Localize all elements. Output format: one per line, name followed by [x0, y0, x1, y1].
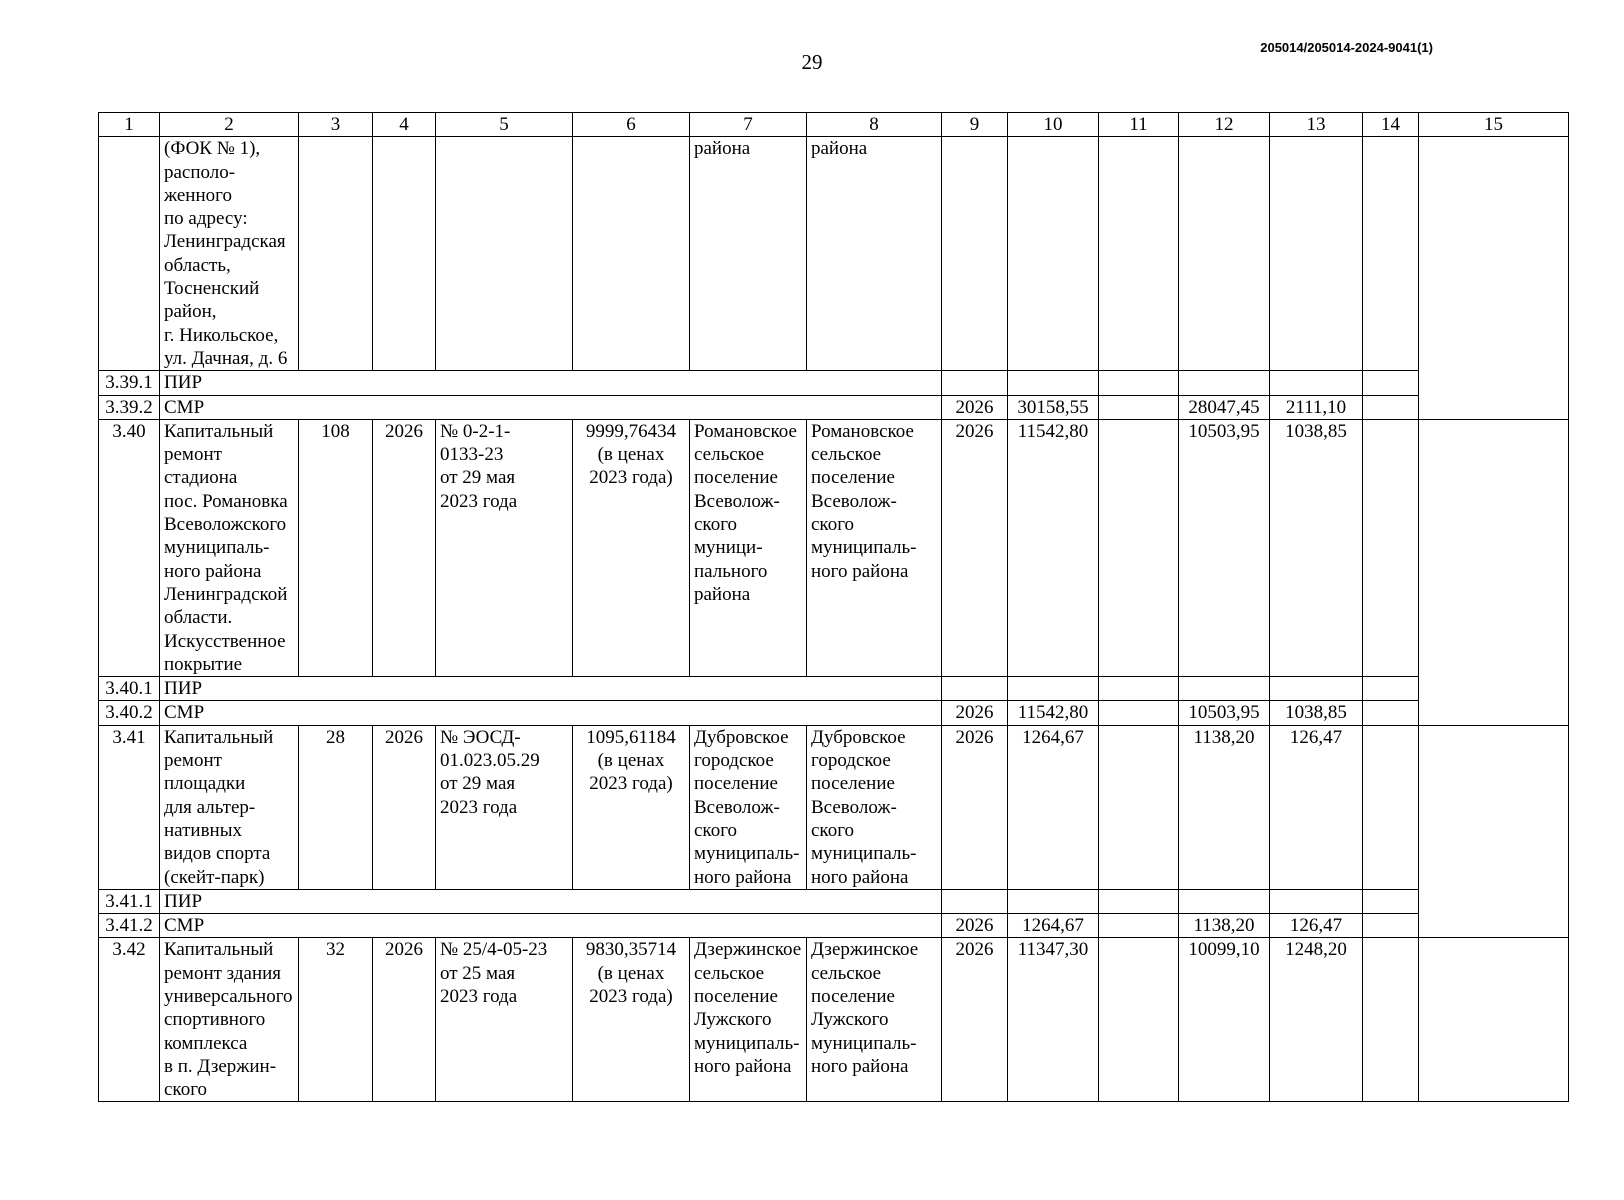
cell-total: 11542,80 — [1008, 419, 1099, 676]
cell-empty — [1419, 137, 1569, 371]
cell-empty — [1363, 395, 1419, 419]
cell-col8: Дзержинское сельское поселение Лужского муниципаль- ного района — [807, 938, 942, 1102]
table-row — [99, 701, 1569, 725]
cell-num: 3.39.1 — [99, 371, 160, 395]
cell-col7: Романовское сельское поселение Всеволож- ского муници- пального района — [690, 419, 807, 676]
cell-object-name: Капитальный ремонт площадки для альтер- нативных видов спорта (скейт-парк) — [160, 725, 299, 889]
cell-empty — [1270, 677, 1363, 701]
cell-empty — [1008, 889, 1099, 913]
cell-empty — [1270, 371, 1363, 395]
cell-empty — [1099, 677, 1179, 701]
cell-num: 3.41.2 — [99, 914, 160, 938]
cell-empty — [1363, 914, 1419, 938]
cell-regional: 10503,95 — [1179, 419, 1270, 676]
cell-total: 1264,67 — [1008, 914, 1099, 938]
cell-empty — [1419, 725, 1569, 889]
cell-col8: района — [807, 137, 942, 371]
cell-empty — [1179, 137, 1270, 371]
cell-empty — [1419, 914, 1569, 938]
cell-num: 3.40.1 — [99, 677, 160, 701]
cell-empty — [1363, 725, 1419, 889]
cell-empty — [1099, 889, 1179, 913]
cell-col8: Дубровское городское поселение Всеволож- ского муниципаль- ного района — [807, 725, 942, 889]
cell-local: 2111,10 — [1270, 395, 1363, 419]
table-row — [99, 371, 1569, 395]
cell-empty — [1008, 137, 1099, 371]
cell-local: 126,47 — [1270, 914, 1363, 938]
cell-year: 2026 — [942, 725, 1008, 889]
cell-col4: 2026 — [373, 419, 436, 676]
cell-empty — [1363, 419, 1419, 676]
cell-col6: 9999,76434 (в ценах 2023 года) — [573, 419, 690, 676]
cell-stage: ПИР — [160, 371, 942, 395]
column-header: 3 — [299, 113, 373, 137]
cell-col3: 108 — [299, 419, 373, 676]
cell-empty — [942, 889, 1008, 913]
cell-empty — [1419, 395, 1569, 419]
cell-empty — [1270, 137, 1363, 371]
cell-empty — [1363, 371, 1419, 395]
cell-col8: Романовское сельское поселение Всеволож- ского муниципаль- ного района — [807, 419, 942, 676]
document-id: 205014/205014-2024-9041(1) — [1260, 40, 1433, 55]
cell-object-name: Капитальный ремонт здания универсального спортивного комплекса в п. Дзержин- ского — [160, 938, 299, 1102]
cell-col7: Дубровское городское поселение Всеволож- ского муниципаль- ного района — [690, 725, 807, 889]
cell-empty — [1099, 938, 1179, 1102]
table-row — [99, 419, 1569, 676]
column-header: 5 — [436, 113, 573, 137]
table-row — [99, 395, 1569, 419]
cell-col7: Дзержинское сельское поселение Лужского муниципаль- ного района — [690, 938, 807, 1102]
cell-empty — [373, 137, 436, 371]
cell-year: 2026 — [942, 419, 1008, 676]
cell-total: 11347,30 — [1008, 938, 1099, 1102]
cell-empty — [1179, 889, 1270, 913]
cell-empty — [1099, 725, 1179, 889]
cell-num: 3.39.2 — [99, 395, 160, 419]
cell-empty — [1099, 419, 1179, 676]
cell-empty — [942, 137, 1008, 371]
cell-empty — [1270, 889, 1363, 913]
cell-col4: 2026 — [373, 938, 436, 1102]
data-table — [98, 112, 1569, 1102]
cell-empty — [1419, 701, 1569, 725]
cell-col5: № 25/4-05-23 от 25 мая 2023 года — [436, 938, 573, 1102]
cell-total: 1264,67 — [1008, 725, 1099, 889]
cell-empty — [1363, 938, 1419, 1102]
cell-local: 1038,85 — [1270, 701, 1363, 725]
cell-regional: 10503,95 — [1179, 701, 1270, 725]
column-header: 2 — [160, 113, 299, 137]
table-row — [99, 889, 1569, 913]
cell-empty — [1099, 701, 1179, 725]
cell-local: 1248,20 — [1270, 938, 1363, 1102]
table-row — [99, 914, 1569, 938]
cell-year: 2026 — [942, 914, 1008, 938]
cell-empty — [1179, 371, 1270, 395]
cell-empty — [942, 371, 1008, 395]
cell-empty — [1008, 677, 1099, 701]
cell-empty — [1363, 701, 1419, 725]
column-header: 10 — [1008, 113, 1099, 137]
table-row — [99, 677, 1569, 701]
cell-num: 3.41 — [99, 725, 160, 889]
cell-col5: № ЭОСД- 01.023.05.29 от 29 мая 2023 года — [436, 725, 573, 889]
table-row — [99, 938, 1569, 1102]
cell-num — [99, 137, 160, 371]
cell-empty — [1099, 395, 1179, 419]
header-row — [99, 113, 1569, 137]
column-header: 13 — [1270, 113, 1363, 137]
cell-year: 2026 — [942, 938, 1008, 1102]
cell-stage: ПИР — [160, 889, 942, 913]
cell-empty — [1419, 419, 1569, 676]
cell-stage: СМР — [160, 701, 942, 725]
cell-empty — [1099, 137, 1179, 371]
cell-num: 3.42 — [99, 938, 160, 1102]
cell-regional: 1138,20 — [1179, 725, 1270, 889]
cell-col6: 9830,35714 (в ценах 2023 года) — [573, 938, 690, 1102]
column-header: 11 — [1099, 113, 1179, 137]
column-header: 14 — [1363, 113, 1419, 137]
cell-year: 2026 — [942, 701, 1008, 725]
column-header: 6 — [573, 113, 690, 137]
cell-col6: 1095,61184 (в ценах 2023 года) — [573, 725, 690, 889]
cell-stage: СМР — [160, 914, 942, 938]
cell-empty — [1363, 677, 1419, 701]
column-header: 7 — [690, 113, 807, 137]
cell-num: 3.40 — [99, 419, 160, 676]
cell-empty — [1419, 938, 1569, 1102]
cell-col4: 2026 — [373, 725, 436, 889]
cell-regional: 1138,20 — [1179, 914, 1270, 938]
cell-empty — [1099, 371, 1179, 395]
cell-local: 1038,85 — [1270, 419, 1363, 676]
cell-col5: № 0-2-1- 0133-23 от 29 мая 2023 года — [436, 419, 573, 676]
cell-regional: 10099,10 — [1179, 938, 1270, 1102]
table-row — [99, 137, 1569, 371]
cell-year: 2026 — [942, 395, 1008, 419]
column-header: 12 — [1179, 113, 1270, 137]
cell-empty — [1363, 889, 1419, 913]
cell-total: 11542,80 — [1008, 701, 1099, 725]
column-header: 8 — [807, 113, 942, 137]
cell-empty — [1179, 677, 1270, 701]
cell-col7: района — [690, 137, 807, 371]
cell-stage: ПИР — [160, 677, 942, 701]
cell-empty — [1099, 914, 1179, 938]
cell-regional: 28047,45 — [1179, 395, 1270, 419]
cell-empty — [1419, 677, 1569, 701]
cell-empty — [942, 677, 1008, 701]
cell-stage: СМР — [160, 395, 942, 419]
cell-empty — [299, 137, 373, 371]
page-number: 29 — [801, 50, 823, 74]
cell-num: 3.41.1 — [99, 889, 160, 913]
column-header: 4 — [373, 113, 436, 137]
cell-object-name: Капитальный ремонт стадиона пос. Романовка Всеволожского муниципаль- ного района Ленинградской области. Искусственное покрытие — [160, 419, 299, 676]
column-header: 9 — [942, 113, 1008, 137]
cell-empty — [1419, 371, 1569, 395]
cell-total: 30158,55 — [1008, 395, 1099, 419]
cell-empty — [573, 137, 690, 371]
cell-num: 3.40.2 — [99, 701, 160, 725]
column-header: 1 — [99, 113, 160, 137]
cell-object-name: (ФОК № 1), располо- женного по адресу: Ленинградская область, Тосненский район, г. Никольское, ул. Дачная, д. 6 — [160, 137, 299, 371]
table-row — [99, 725, 1569, 889]
column-header: 15 — [1419, 113, 1569, 137]
cell-col3: 32 — [299, 938, 373, 1102]
cell-col3: 28 — [299, 725, 373, 889]
cell-empty — [1419, 889, 1569, 913]
cell-empty — [1008, 371, 1099, 395]
cell-empty — [1363, 137, 1419, 371]
cell-empty — [436, 137, 573, 371]
cell-local: 126,47 — [1270, 725, 1363, 889]
